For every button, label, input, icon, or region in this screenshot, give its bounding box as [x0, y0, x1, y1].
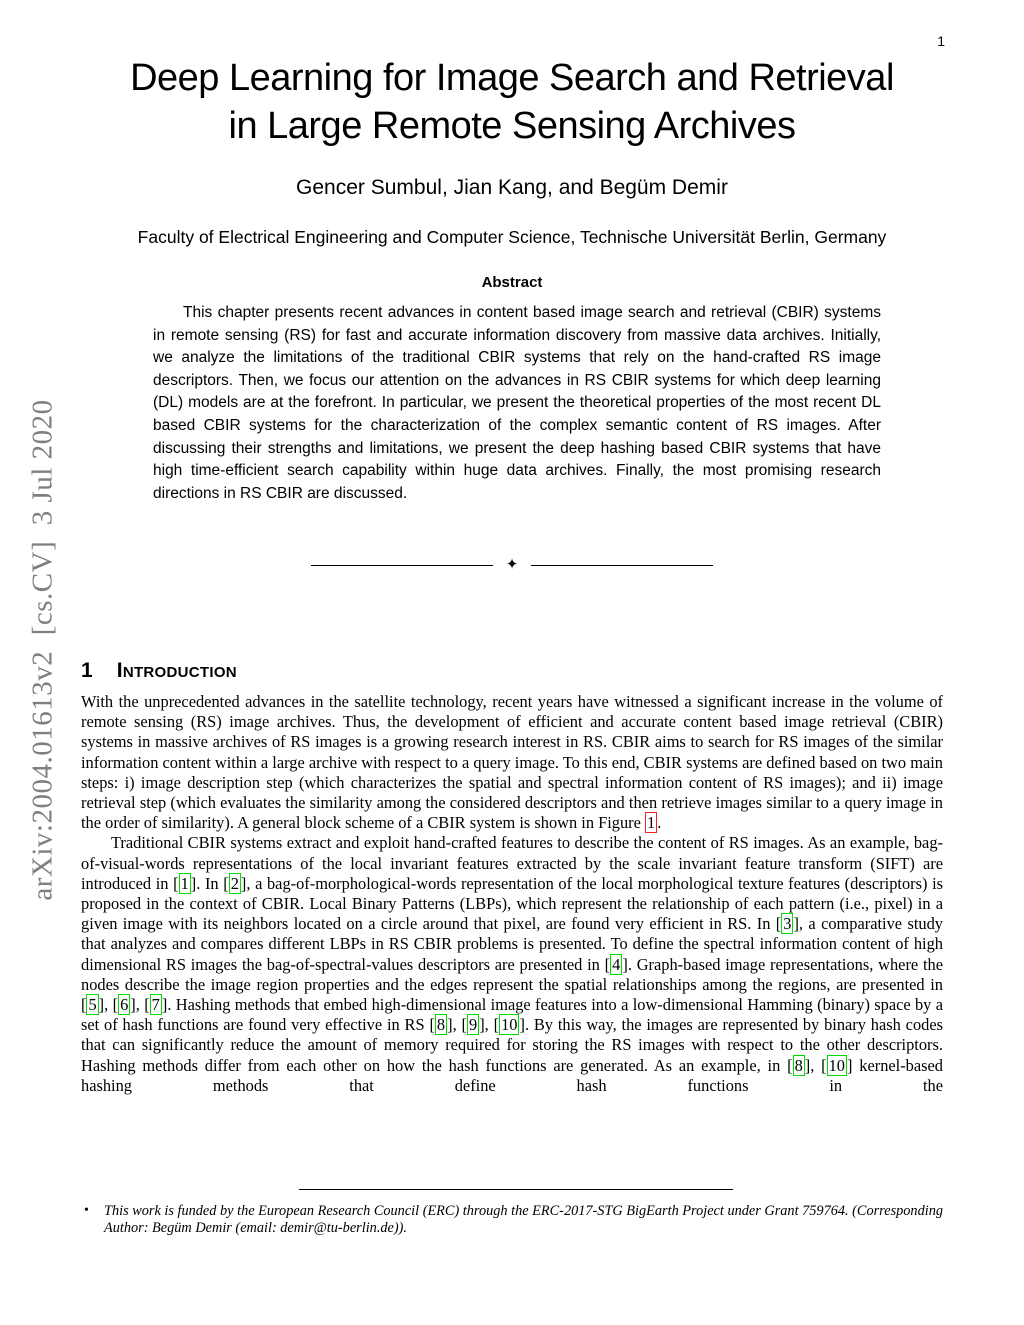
paper-title: [0, 54, 1024, 150]
footnote-text: This work is funded by the European Research Council (ERC) through the ERC-2017-STG BigEarth Project under Grant 759764. (Corresponding Author: Begüm Demir (email: demir@tu-berlin.de)).: [104, 1203, 943, 1236]
citation-link[interactable]: 7: [151, 995, 160, 1015]
paper-title-line1: Deep Learning for Image Search and Retrieval: [130, 57, 894, 99]
intro-paragraph-2: Traditional CBIR systems extract and exploit hand-crafted features to describe the content of RS images. As an example, bag-of-visual-words representations of the local invariant features extracted by the scale invariant feature transform (SIFT) are introduced in [ 1 ]. In [ 2 ], a bag-of-morphological-words representation of the local morphological texture features (descriptors) is proposed in the context of CBIR. Local Binary Patterns (LBPs), which represent the relationship of each pattern (i.e., pixel) in a given image with its neighbors located on a circle around that pixel, are found very efficient in RS. In [ 3 ], a comparative study that analyzes and compares different LBPs in RS CBIR problems is presented. To define the spectral information content of high dimensional RS images the bag-of-spectral-values descriptors are presented in [ 4 ]. Graph-based image representations, where the nodes describe the image region properties and the edges represent the spatial relationships among the regions, are presented in [ 5 ], [ 6 ], [ 7 ]. Hashing methods that embed high-dimensional image features into a low-dimensional Hamming (binary) space by a set of hash functions are found very effective in RS [ 8 ], [ 9 ], [ 10 ]. By this way, the images are represented by binary hash codes that can significantly reduce the amount of memory required for storing the RS images with respect to the other descriptors. Hashing methods differ from each other on how the hash functions are generated. As an example, in [ 8 ], [ 10 ] kernel-based hashing methods that define hash functions in the: [81, 833, 943, 1095]
abstract-text: This chapter presents recent advances in content based image search and retrieval (CBIR) systems in remote sensing (RS) for fast and accurate information discovery from massive data archives. Initially, we analyze the limitations of the traditional CBIR systems that rely on the hand-crafted RS image descriptors. Then, we focus our attention on the advances in RS CBIR systems for which deep learning (DL) models are at the forefront. In particular, we present the theoretical properties of the most recent DL based CBIR systems for the characterization of the complex semantic content of RS images. After discussing their strengths and limitations, we present the deep hashing based CBIR systems that have high time-efficient search capability within huge data archives. Finally, the most promising research directions in RS CBIR are discussed.: [153, 304, 881, 502]
figure-link[interactable]: 1: [647, 813, 656, 833]
citation-link[interactable]: 9: [469, 1015, 478, 1035]
page-number: 1: [937, 33, 945, 49]
abstract-heading: Abstract: [481, 274, 543, 291]
section-title: Introduction: [116, 659, 237, 682]
footnote-bullet: •: [84, 1203, 89, 1218]
footnote: [81, 1203, 943, 1237]
citation-link[interactable]: 3: [783, 914, 792, 934]
citation-link[interactable]: 10: [828, 1055, 845, 1075]
arxiv-watermark: arXiv:2004.01613v2 [cs.CV] 3 Jul 2020: [26, 399, 59, 901]
diamond-icon: ✦: [505, 557, 519, 573]
citation-link[interactable]: 8: [436, 1015, 446, 1035]
footnote-rule: [299, 1189, 733, 1190]
citation-link[interactable]: 1: [180, 873, 189, 893]
paper-title-line2: in Large Remote Sensing Archives: [228, 105, 796, 147]
affiliation-line: Faculty of Electrical Engineering and Computer Science, Technische Universität Berlin, Germany: [137, 227, 887, 247]
authors-line: Gencer Sumbul, Jian Kang, and Begüm Demir: [296, 176, 728, 199]
section-divider: [0, 558, 1024, 573]
divider-line-right: [531, 565, 713, 566]
citation-link[interactable]: 10: [501, 1015, 518, 1035]
citation-link[interactable]: 6: [120, 995, 129, 1015]
citation-link[interactable]: 2: [230, 873, 239, 893]
introduction-text: [81, 692, 943, 1096]
citation-link[interactable]: 4: [612, 954, 621, 974]
section-heading-introduction: [81, 659, 237, 683]
divider-line-left: [311, 565, 493, 566]
citation-link[interactable]: 8: [794, 1055, 803, 1075]
intro-paragraph-1: With the unprecedented advances in the satellite technology, recent years have witnessed a significant increase in the volume of remote sensing (RS) image archives. Thus, the development of efficient and accurate content based image retrieval (CBIR) systems in massive archives of RS images is a growing research interest in RS. CBIR aims to search for RS images of the similar information content within a large archive with respect to a query image. To this end, CBIR systems are defined based on two main steps: i) image description step (which characterizes the spatial and spectral information content of RS images); and ii) image retrieval step (which evaluates the similarity among the considered descriptors and then retrieve images similar to a query image in the order of similarity). A general block scheme of a CBIR system is shown in Figure 1 .: [81, 692, 943, 833]
section-number: 1: [81, 659, 93, 682]
citation-link[interactable]: 5: [88, 995, 97, 1015]
